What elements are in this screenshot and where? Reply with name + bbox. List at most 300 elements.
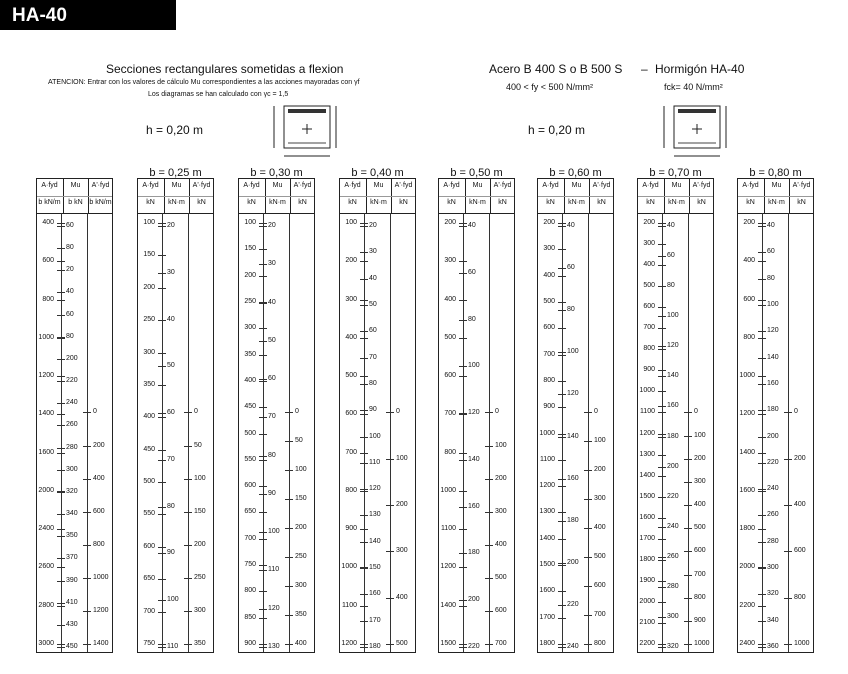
scale-tick — [158, 547, 166, 548]
scale-label: 2400 — [739, 640, 755, 647]
column-header: A'·fyd — [192, 182, 211, 189]
column-header: A·fyd — [243, 182, 260, 189]
scale-label: 700 — [694, 570, 706, 578]
scale-tick — [259, 276, 267, 277]
scale-label: 100 — [295, 466, 307, 474]
scale-tick — [158, 353, 166, 354]
scale-label: 1800 — [739, 525, 755, 533]
column-header: Mu — [373, 182, 384, 189]
scale-tick — [584, 644, 592, 645]
scale-label: 300 — [667, 612, 679, 620]
scale-label: 180 — [369, 643, 381, 650]
scale-tick — [658, 581, 666, 582]
scale-label: 550 — [244, 455, 256, 463]
column-header: kN·m — [269, 199, 286, 206]
column-header: A'·fyd — [394, 182, 413, 189]
scale-label: 700 — [244, 534, 256, 542]
scale-label: 80 — [167, 502, 175, 510]
scale-tick — [558, 223, 566, 224]
scale-tick — [360, 594, 368, 595]
scale-tick — [584, 470, 592, 471]
scale-axis — [562, 213, 563, 652]
scale-label: 0 — [794, 408, 798, 416]
scale-label: 250 — [143, 316, 155, 324]
scale-tick — [259, 570, 267, 571]
scale-tick — [360, 410, 368, 411]
column-header: kN — [447, 199, 456, 206]
header-divider — [738, 196, 813, 197]
scale-tick — [459, 223, 467, 224]
scale-tick — [259, 264, 267, 265]
scale-tick — [259, 328, 267, 329]
scale-tick — [386, 412, 394, 413]
scale-label: 1000 — [341, 563, 357, 571]
scale-tick — [558, 605, 566, 606]
scale-label: 400 — [743, 257, 755, 265]
left-title: Secciones rectangulares sometidas a flexion — [106, 62, 344, 76]
scale-label: 110 — [167, 643, 179, 650]
scale-tick — [584, 412, 592, 413]
scale-label: 120 — [369, 485, 381, 493]
scale-tick — [558, 460, 566, 461]
scale-label: 200 — [295, 524, 307, 532]
scale-label: 1800 — [639, 555, 655, 563]
scale-tick — [758, 463, 766, 464]
header-divider — [138, 196, 213, 197]
scale-label: 110 — [268, 566, 280, 574]
scale-tick — [558, 563, 566, 564]
scale-label: 360 — [767, 643, 779, 650]
scale-label: 90 — [167, 549, 175, 557]
scale-label: 1500 — [539, 561, 555, 569]
scale-label: 60 — [268, 375, 276, 383]
scale-label: 1700 — [539, 613, 555, 621]
scale-tick — [658, 587, 666, 588]
scale-label: 300 — [396, 547, 408, 555]
scale-label: 750 — [143, 640, 155, 647]
scale-tick — [784, 459, 792, 460]
scale-tick — [459, 606, 467, 607]
scale-label: 0 — [194, 408, 198, 416]
scale-label: 1500 — [639, 492, 655, 500]
scale-label: 340 — [767, 616, 779, 624]
scale-tick — [285, 586, 293, 587]
scale-tick — [459, 507, 467, 508]
scale-tick — [658, 328, 666, 329]
scale-tick — [459, 366, 467, 367]
scale-label: 70 — [369, 353, 377, 361]
scale-label: 120 — [667, 342, 679, 350]
scale-tick — [360, 358, 368, 359]
scale-label: 1000 — [794, 640, 810, 647]
scale-label: 2000 — [639, 597, 655, 605]
nomogram-panel — [537, 178, 614, 653]
scale-label: 90 — [369, 406, 377, 414]
scale-label: 2200 — [739, 601, 755, 609]
scale-label: 100 — [767, 300, 779, 308]
scale-label: 200 — [194, 540, 206, 548]
scale-label: 1600 — [539, 587, 555, 595]
scale-label: 200 — [396, 501, 408, 509]
scale-label: 400 — [794, 501, 806, 509]
scale-label: 100 — [468, 362, 480, 370]
scale-label: 500 — [643, 282, 655, 290]
scale-tick — [459, 647, 467, 648]
nomogram-panel — [238, 178, 315, 653]
scale-label: 200 — [667, 462, 679, 470]
scale-tick — [57, 261, 65, 262]
scale-tick — [259, 512, 267, 513]
scale-label: 800 — [743, 333, 755, 341]
scale-label: 280 — [66, 443, 78, 451]
scale-tick — [758, 252, 766, 253]
scale-tick — [259, 609, 267, 610]
scale-tick — [758, 453, 766, 454]
scale-tick — [558, 302, 566, 303]
scale-tick — [558, 268, 566, 269]
column-header: kN — [247, 199, 256, 206]
scale-label: 1600 — [639, 513, 655, 521]
scale-tick — [485, 479, 493, 480]
scale-tick — [158, 553, 166, 554]
scale-label: 300 — [244, 324, 256, 332]
scale-tick — [758, 331, 766, 332]
scale-tick — [758, 621, 766, 622]
scale-label: 300 — [694, 477, 706, 485]
scale-label: 400 — [543, 271, 555, 279]
scale-label: 500 — [594, 553, 606, 561]
scale-tick — [658, 376, 666, 377]
scale-label: 650 — [244, 508, 256, 516]
scale-tick — [158, 600, 166, 601]
scale-tick — [184, 644, 192, 645]
scale-label: 240 — [66, 399, 78, 407]
scale-tick — [57, 558, 65, 559]
scale-tick — [158, 579, 166, 580]
scale-tick — [758, 437, 766, 438]
scale-label: 90 — [268, 489, 276, 497]
scale-axis — [162, 213, 163, 652]
scale-label: 2000 — [38, 486, 54, 494]
scale-tick — [57, 270, 65, 271]
scale-tick — [57, 625, 65, 626]
scale-label: 800 — [694, 593, 706, 601]
scale-tick — [758, 410, 766, 411]
scale-tick — [459, 300, 467, 301]
scale-tick — [758, 594, 766, 595]
scale-axis — [788, 213, 789, 652]
scale-tick — [658, 437, 666, 438]
scale-tick — [57, 567, 65, 568]
scale-tick — [360, 515, 368, 516]
scale-tick — [259, 539, 267, 540]
scale-tick — [57, 315, 65, 316]
nomogram-panel — [339, 178, 416, 653]
scale-tick — [360, 542, 368, 543]
scale-tick — [558, 381, 566, 382]
scale-label: 280 — [767, 537, 779, 545]
scale-tick — [158, 482, 166, 483]
scale-tick — [259, 456, 267, 457]
scale-tick — [259, 644, 267, 645]
header-divider — [538, 196, 613, 197]
column-header: Mu — [571, 182, 582, 189]
scale-label: 150 — [369, 564, 381, 572]
scale-label: 1200 — [93, 606, 109, 614]
scale-tick — [658, 647, 666, 648]
scale-label: 700 — [345, 448, 357, 456]
scale-tick — [57, 226, 65, 227]
scale-tick — [259, 407, 267, 408]
scale-tick — [57, 414, 65, 415]
scale-label: 50 — [194, 441, 202, 449]
column-header: kN·m — [568, 199, 585, 206]
scale-label: 700 — [444, 410, 456, 418]
scale-label: 200 — [345, 257, 357, 265]
scale-tick — [259, 486, 267, 487]
panel-width-label: b = 0,30 m — [250, 167, 303, 179]
scale-tick — [83, 578, 91, 579]
scale-tick — [658, 644, 666, 645]
scale-label: 200 — [594, 466, 606, 474]
scale-label: 80 — [567, 306, 575, 314]
scale-tick — [57, 453, 65, 454]
scale-tick — [158, 450, 166, 451]
scale-tick — [784, 644, 792, 645]
scale-label: 900 — [694, 616, 706, 624]
scale-tick — [758, 644, 766, 645]
scale-tick — [158, 612, 166, 613]
scale-tick — [57, 337, 65, 338]
scale-label: 370 — [66, 554, 78, 562]
scale-label: 800 — [794, 593, 806, 601]
scale-label: 1400 — [38, 410, 54, 418]
scale-tick — [57, 292, 65, 293]
scale-label: 200 — [643, 219, 655, 226]
scale-tick — [158, 255, 166, 256]
scale-tick — [584, 499, 592, 500]
column-header: kN — [498, 199, 507, 206]
column-header: A'·fyd — [293, 182, 312, 189]
scale-label: 1000 — [93, 573, 109, 581]
scale-tick — [584, 586, 592, 587]
scale-label: 100 — [369, 432, 381, 440]
scale-label: 40 — [667, 222, 675, 229]
scale-tick — [158, 507, 166, 508]
scale-label: 120 — [268, 604, 280, 612]
scale-tick — [83, 545, 91, 546]
scale-tick — [684, 621, 692, 622]
scale-label: 100 — [694, 431, 706, 439]
panel-width-label: b = 0,25 m — [149, 167, 202, 179]
scale-tick — [57, 514, 65, 515]
scale-label: 1000 — [739, 372, 755, 380]
scale-label: 500 — [543, 297, 555, 305]
scale-tick — [158, 460, 166, 461]
scale-axis — [688, 213, 689, 652]
scale-label: 0 — [396, 408, 400, 416]
scale-tick — [360, 414, 368, 415]
scale-label: 700 — [594, 611, 606, 619]
scale-label: 350 — [143, 380, 155, 388]
scale-label: 300 — [295, 582, 307, 590]
scale-label: 1400 — [639, 471, 655, 479]
scale-label: 70 — [167, 455, 175, 463]
scale-tick — [360, 437, 368, 438]
nomogram-panel — [137, 178, 214, 653]
scale-tick — [83, 611, 91, 612]
scale-label: 30 — [268, 260, 276, 268]
scale-label: 140 — [369, 537, 381, 545]
scale-tick — [360, 223, 368, 224]
scale-tick — [558, 486, 566, 487]
scale-label: 300 — [594, 495, 606, 503]
scale-tick — [684, 644, 692, 645]
scale-axis — [463, 213, 464, 652]
scale-label: 1000 — [639, 387, 655, 395]
column-header: kN — [197, 199, 206, 206]
scale-tick — [360, 338, 368, 339]
scale-tick — [558, 226, 566, 227]
scale-tick — [558, 328, 566, 329]
scale-tick — [758, 489, 766, 490]
scale-tick — [184, 479, 192, 480]
scale-tick — [360, 331, 368, 332]
scale-label: 150 — [295, 495, 307, 503]
scale-tick — [758, 568, 766, 569]
concrete-label: Hormigón HA-40 — [655, 62, 745, 76]
header-divider — [37, 196, 112, 197]
scale-tick — [658, 391, 666, 392]
scale-label: 600 — [594, 582, 606, 590]
scale-label: 500 — [244, 429, 256, 437]
scale-label: 80 — [667, 282, 675, 290]
scale-label: 20 — [66, 266, 74, 274]
scale-tick — [459, 413, 467, 414]
column-header: Mu — [671, 182, 682, 189]
scale-label: 200 — [495, 474, 507, 482]
scale-tick — [684, 436, 692, 437]
scale-label: 100 — [594, 437, 606, 445]
scale-tick — [259, 303, 267, 304]
scale-label: 200 — [543, 219, 555, 226]
fck-label: fck= 40 N/mm² — [664, 82, 723, 92]
scale-tick — [658, 265, 666, 266]
scale-tick — [57, 338, 65, 339]
column-header: Mu — [70, 182, 81, 189]
scale-tick — [558, 565, 566, 566]
column-header: kN — [546, 199, 555, 206]
scale-label: 450 — [143, 445, 155, 453]
scale-label: 1400 — [739, 448, 755, 456]
scale-label: 100 — [167, 596, 179, 604]
scale-label: 2000 — [739, 563, 755, 571]
header-divider — [340, 196, 415, 197]
scale-axis — [87, 213, 88, 652]
scale-tick — [758, 223, 766, 224]
section-diagram-left — [262, 102, 362, 164]
scale-label: 900 — [244, 640, 256, 647]
header-divider — [239, 196, 314, 197]
scale-tick — [158, 366, 166, 367]
scale-tick — [360, 647, 368, 648]
scale-label: 1200 — [639, 429, 655, 437]
scale-tick — [658, 346, 666, 347]
scale-label: 220 — [567, 600, 579, 608]
scale-label: 80 — [268, 451, 276, 459]
column-header: A·fyd — [443, 182, 460, 189]
column-header: Mu — [771, 182, 782, 189]
scale-tick — [57, 359, 65, 360]
scale-label: 240 — [567, 643, 579, 650]
scale-label: 250 — [244, 297, 256, 305]
scale-tick — [558, 394, 566, 395]
scale-tick — [57, 425, 65, 426]
scale-tick — [83, 512, 91, 513]
scale-tick — [285, 615, 293, 616]
column-header: Mu — [472, 182, 483, 189]
scale-label: 180 — [468, 549, 480, 557]
scale-tick — [658, 434, 666, 435]
scale-tick — [758, 226, 766, 227]
scale-label: 1000 — [539, 429, 555, 437]
scale-label: 400 — [594, 524, 606, 532]
section-diagram-right — [652, 102, 752, 164]
scale-label: 450 — [66, 643, 78, 650]
panel-width-label: b = 0,40 m — [351, 167, 404, 179]
scale-label: 100 — [268, 528, 280, 536]
scale-tick — [57, 603, 65, 604]
scale-tick — [184, 611, 192, 612]
scale-label: 1400 — [440, 601, 456, 609]
scale-tick — [158, 647, 166, 648]
fy-range: 400 < fy < 500 N/mm² — [506, 82, 594, 92]
scale-label: 30 — [167, 268, 175, 276]
column-header: kN — [298, 199, 307, 206]
column-header: A·fyd — [344, 182, 361, 189]
scale-label: 2200 — [639, 640, 655, 647]
scale-tick — [485, 412, 493, 413]
scale-label: 60 — [369, 327, 377, 335]
scale-label: 400 — [295, 640, 307, 647]
column-header: A'·fyd — [692, 182, 711, 189]
scale-tick — [158, 514, 166, 515]
scale-tick — [558, 644, 566, 645]
scale-label: 120 — [767, 327, 779, 335]
column-header: Mu — [171, 182, 182, 189]
scale-label: 200 — [66, 354, 78, 362]
scale-label: 80 — [767, 274, 775, 282]
scale-tick — [658, 307, 666, 308]
scale-tick — [558, 591, 566, 592]
scale-label: 160 — [667, 402, 679, 410]
scale-tick — [658, 623, 666, 624]
scale-label: 130 — [268, 643, 280, 650]
scale-label: 260 — [667, 552, 679, 560]
scale-tick — [259, 460, 267, 461]
scale-tick — [459, 261, 467, 262]
scale-tick — [285, 528, 293, 529]
scale-label: 600 — [543, 324, 555, 332]
scale-axis — [188, 213, 189, 652]
scale-label: 600 — [643, 303, 655, 311]
scale-label: 700 — [543, 350, 555, 358]
scale-label: 1200 — [38, 372, 54, 380]
scale-tick — [158, 223, 166, 224]
scale-label: 900 — [543, 403, 555, 411]
scale-label: 150 — [194, 507, 206, 515]
scale-tick — [459, 529, 467, 530]
